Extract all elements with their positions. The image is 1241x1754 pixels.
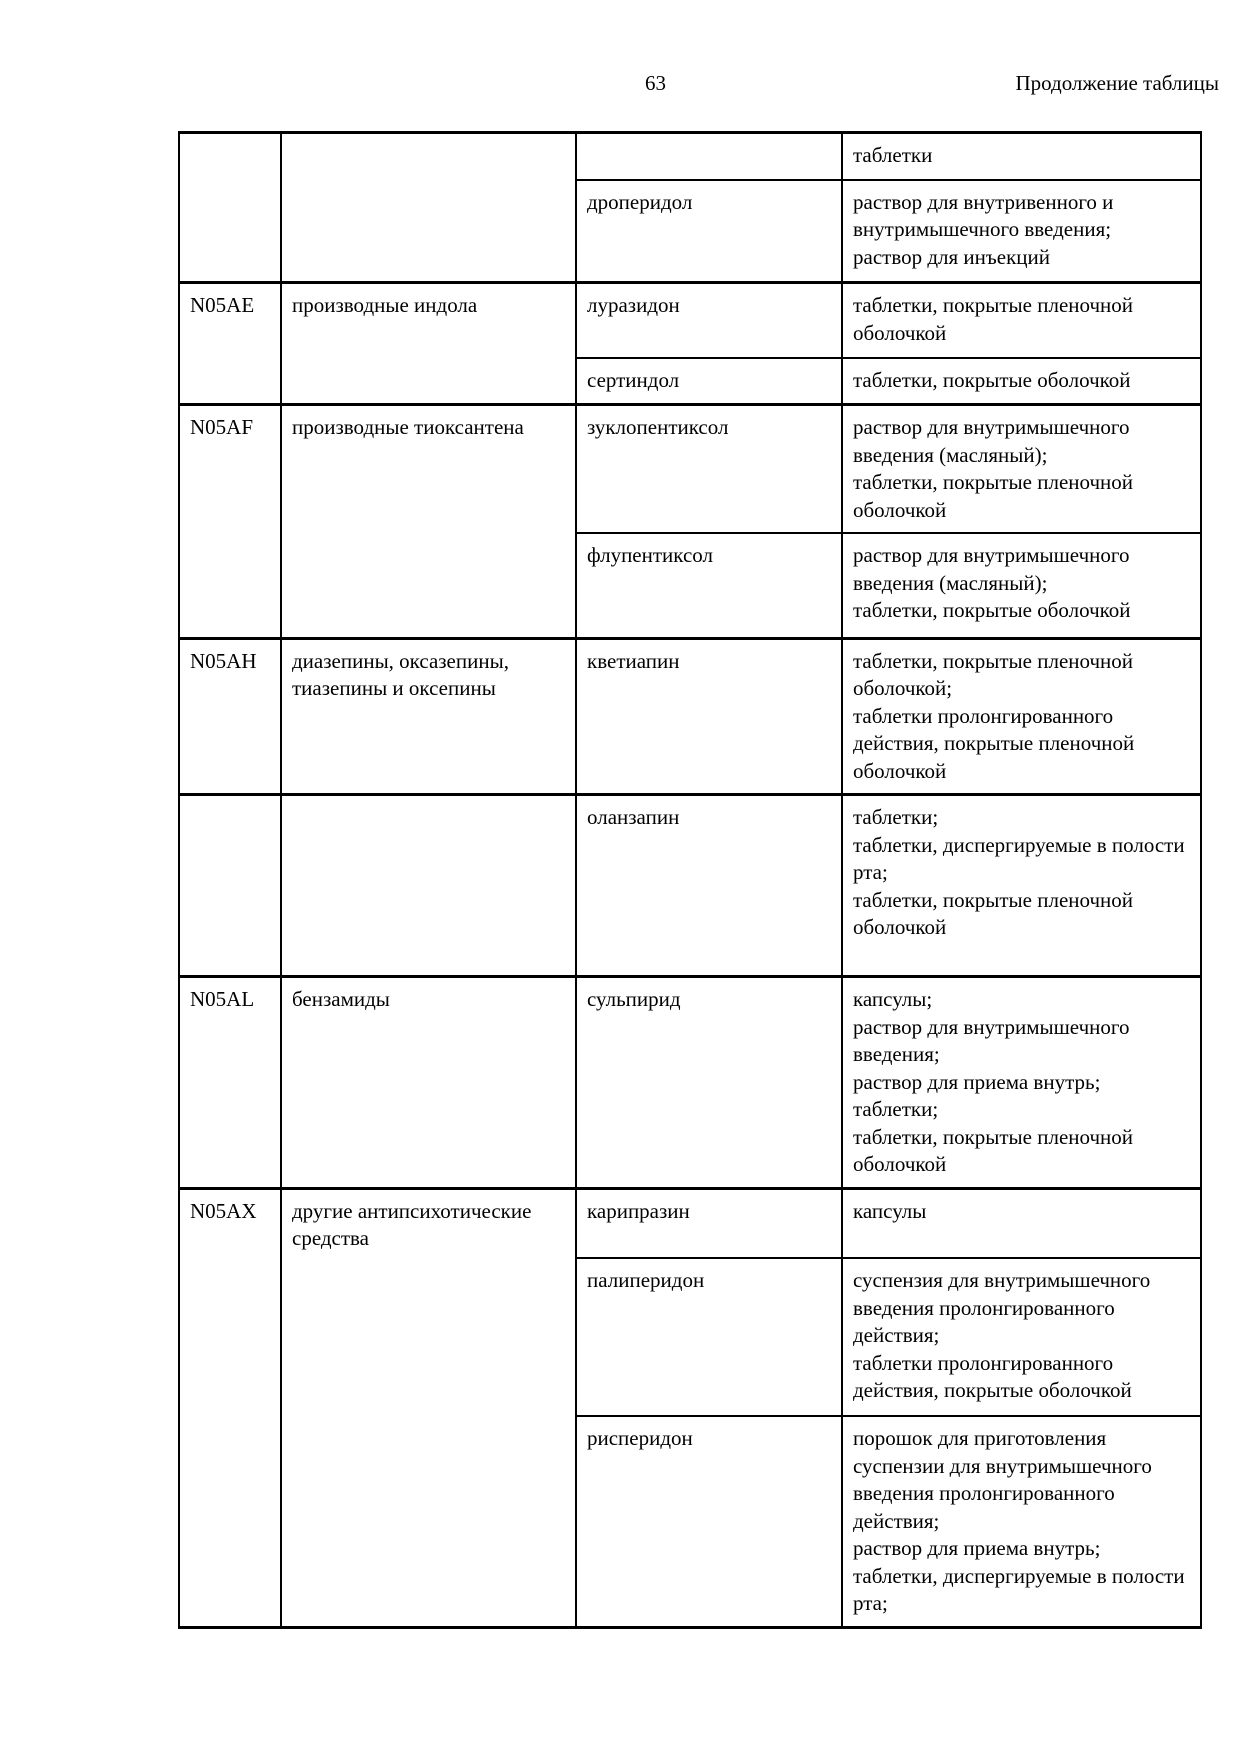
dosage-forms-cell xyxy=(842,795,1201,977)
table-row xyxy=(179,977,1201,1189)
dosage-form-item: таблетки, покрытые пленочной оболочкой xyxy=(853,470,1134,522)
table-row xyxy=(179,405,1201,534)
table-row xyxy=(179,1188,1201,1258)
dosage-form-item: раствор для приема внутрь; xyxy=(853,1536,1101,1560)
dosage-form-item: капсулы; xyxy=(853,987,933,1011)
dosage-form-item: таблетки, покрытые пленочной оболочкой xyxy=(853,1124,1134,1176)
dosage-form-item: таблетки; xyxy=(853,805,939,829)
drug-group-cell xyxy=(281,795,576,977)
drug-name-cell: карипразин xyxy=(576,1188,842,1258)
dosage-forms-cell xyxy=(842,533,1201,638)
dosage-forms-cell xyxy=(842,358,1201,405)
dosage-form-item: раствор для приема внутрь; xyxy=(853,1069,1101,1094)
dosage-form-item: порошок для приготовления суспензии для внутримышечного введения пролонгированного действия; xyxy=(853,1426,1152,1533)
drug-name-cell: флупентиксол xyxy=(576,533,842,638)
dosage-form-item: капсулы xyxy=(853,1198,927,1223)
table-row xyxy=(179,283,1201,358)
drug-name-cell: сульпирид xyxy=(576,977,842,1189)
table-row xyxy=(179,133,1201,180)
atc-code-cell: N05AH xyxy=(179,638,281,795)
table-row xyxy=(179,638,1201,795)
dosage-form-item: таблетки пролонгированного действия, покрытые оболочкой xyxy=(853,1350,1132,1402)
drug-name-cell: дроперидол xyxy=(576,180,842,283)
dosage-form-item: суспензия для внутримышечного введения пролонгированного действия; xyxy=(853,1268,1151,1347)
dosage-forms-cell xyxy=(842,638,1201,795)
dosage-forms-cell xyxy=(842,283,1201,358)
atc-code-cell: N05AL xyxy=(179,977,281,1189)
drug-name-cell: луразидон xyxy=(576,283,842,358)
drug-group-cell xyxy=(281,133,576,283)
dosage-forms-cell xyxy=(842,1258,1201,1416)
atc-code-cell xyxy=(179,795,281,977)
atc-code-cell xyxy=(179,133,281,283)
drug-group-cell: бензамиды xyxy=(281,977,576,1189)
atc-code-cell: N05AE xyxy=(179,283,281,405)
drug-group-cell: производные индола xyxy=(281,283,576,405)
atc-code-cell: N05AF xyxy=(179,405,281,639)
dosage-form-item: таблетки пролонгированного действия, покрытые пленочной оболочкой xyxy=(853,703,1135,783)
table-row xyxy=(179,795,1201,977)
atc-code-cell: N05AX xyxy=(179,1188,281,1627)
dosage-form-item: таблетки, покрытые оболочкой xyxy=(853,598,1131,622)
page-number: 63 xyxy=(645,71,666,95)
drug-name-cell: сертиндол xyxy=(576,358,842,405)
drug-classification-table xyxy=(178,131,1202,1629)
dosage-form-item: таблетки, диспергируемые в полости рта; xyxy=(853,1563,1185,1615)
drug-name-cell: оланзапин xyxy=(576,795,842,977)
dosage-form-item: таблетки, диспергируемые в полости рта; xyxy=(853,832,1185,884)
dosage-forms-cell xyxy=(842,180,1201,283)
drug-group-cell: диазепины, оксазепины, тиазепины и оксепины xyxy=(281,638,576,795)
dosage-form-item: таблетки; xyxy=(853,1097,939,1121)
dosage-form-item: раствор для внутримышечного введения; xyxy=(853,1014,1130,1066)
dosage-forms-cell xyxy=(842,405,1201,534)
drug-name-cell: палиперидон xyxy=(576,1258,842,1416)
dosage-forms-cell xyxy=(842,1416,1201,1627)
dosage-form-item: таблетки, покрытые оболочкой xyxy=(853,367,1131,392)
drug-group-cell: другие антипсихотические средства xyxy=(281,1188,576,1627)
dosage-forms-cell xyxy=(842,1188,1201,1258)
dosage-form-item: таблетки xyxy=(853,143,933,167)
dosage-form-item: раствор для внутримышечного введения (масляный); xyxy=(853,543,1130,595)
drug-group-cell: производные тиоксантена xyxy=(281,405,576,639)
drug-name-cell: рисперидон xyxy=(576,1416,842,1627)
dosage-form-item: раствор для внутривенного и внутримышечного введения; xyxy=(853,189,1114,241)
dosage-forms-cell xyxy=(842,133,1201,180)
drug-name-cell: зуклопентиксол xyxy=(576,405,842,534)
dosage-form-item: таблетки, покрытые пленочной оболочкой xyxy=(853,887,1134,939)
table-continuation-label: Продолжение таблицы xyxy=(1015,71,1219,95)
dosage-form-item: раствор для инъекций xyxy=(853,244,1050,269)
dosage-form-item: таблетки, покрытые пленочной оболочкой xyxy=(853,293,1134,345)
dosage-form-item: раствор для внутримышечного введения (масляный); xyxy=(853,415,1130,467)
dosage-form-item: таблетки, покрытые пленочной оболочкой; xyxy=(853,648,1134,700)
drug-name-cell: кветиапин xyxy=(576,638,842,795)
dosage-forms-cell xyxy=(842,977,1201,1189)
drug-name-cell xyxy=(576,133,842,180)
